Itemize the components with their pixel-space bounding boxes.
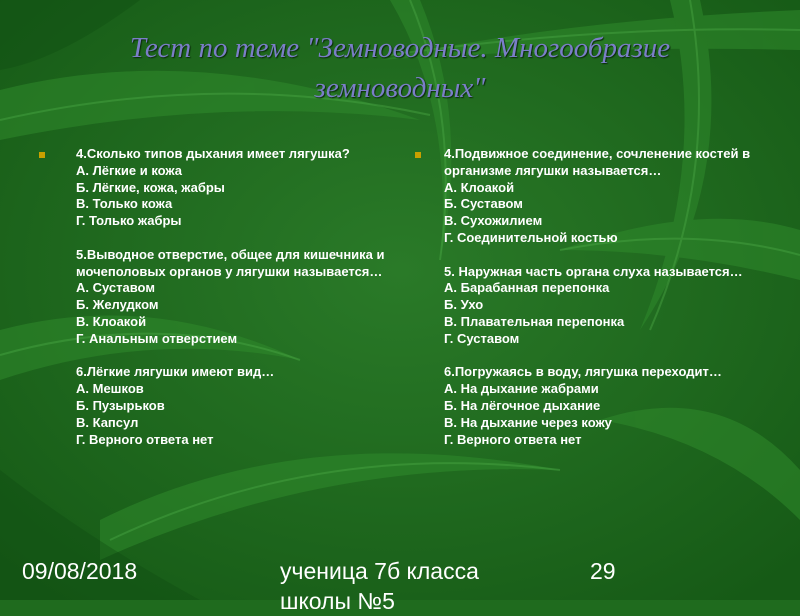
question-text: 4.Сколько типов дыхания имеет лягушка? (76, 146, 350, 161)
answer-option: Г. Только жабры (76, 213, 182, 229)
answer-option: Г. Анальным отверстием (76, 330, 238, 346)
answer-option: Б. Пузырьков (76, 397, 165, 413)
question-block (76, 364, 386, 448)
footer-date: 09/08/2018 (22, 558, 138, 584)
question-text: 5. Наружная часть органа слуха называется… (444, 263, 743, 279)
bullet-icon (415, 152, 421, 158)
question-block (76, 247, 386, 348)
question-block (444, 264, 764, 348)
answer-option: Б. Желудком (76, 297, 159, 313)
answer-option: Б. Ухо (444, 297, 484, 313)
answer-option: В. Капсул (76, 414, 139, 430)
bullet-icon (39, 152, 45, 158)
answer-option: В. Только кожа (76, 196, 173, 212)
answer-option: Г. Верного ответа нет (444, 431, 582, 447)
answer-option: Б. Лёгкие, кожа, жабры (76, 179, 225, 195)
question-block (444, 364, 764, 448)
slide-title: Тест по теме "Земноводные. Многообразие земноводных" (129, 32, 671, 104)
question-text: 6.Погружаясь в воду, лягушка переходит… (444, 364, 722, 380)
answer-option: А. Клоакой (444, 179, 515, 195)
question-text: 5.Выводное отверстие, общее для кишечника и мочеполовых органов у лягушки называется… (76, 246, 385, 279)
answer-option: А. Мешков (76, 381, 144, 397)
answer-option: А. Суставом (76, 280, 155, 296)
question-text: 4.Подвижное соединение, сочленение костей в организме лягушки называется… (444, 146, 751, 178)
answer-option: Г. Верного ответа нет (76, 431, 214, 447)
right-question-column (444, 146, 764, 465)
question-block (76, 146, 386, 230)
answer-option: А. Барабанная перепонка (444, 280, 610, 296)
answer-option: А. Лёгкие и кожа (76, 162, 183, 178)
answer-option: А. На дыхание жабрами (444, 381, 599, 397)
answer-option: Г. Соединительной костью (444, 229, 618, 245)
question-text: 6.Лёгкие лягушки имеют вид… (76, 364, 275, 380)
answer-option: Б. Суставом (444, 196, 523, 212)
answer-option: В. Плавательная перепонка (444, 313, 625, 329)
answer-option: Г. Суставом (444, 330, 520, 346)
slide-number: 29 (590, 558, 616, 584)
answer-option: В. На дыхание через кожу (444, 414, 612, 430)
footer-author: ученица 7б класса школы №5 (280, 558, 479, 614)
left-question-column (76, 146, 386, 465)
answer-option: Б. На лёгочное дыхание (444, 397, 601, 413)
answer-option: В. Клоакой (76, 313, 147, 329)
question-block (444, 146, 764, 247)
answer-option: В. Сухожилием (444, 213, 543, 229)
